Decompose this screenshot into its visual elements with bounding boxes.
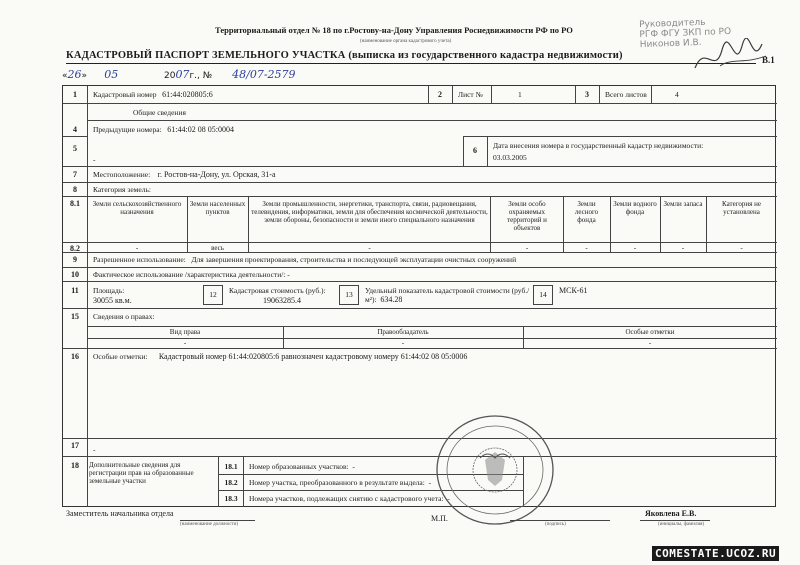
approval-stamp: Руководитель РГФ ФГУ ЗКП по РО Никонов И.В.	[638, 17, 732, 51]
official-seal	[430, 410, 560, 530]
permitted-use: Для завершения проектирования, строительства и последующей эксплуатации очистных сооружений	[191, 255, 517, 264]
document-number: 48/07-2579	[232, 68, 296, 81]
cadastral-value: 19063285.4	[263, 296, 301, 305]
previous-numbers: 61:44:02 08 05:0004	[167, 125, 234, 134]
total-sheets: 4	[675, 90, 679, 99]
department-caption: (наименование органа кадастрового учета)	[360, 39, 452, 44]
signer-position-caption: (наименование должности)	[180, 522, 239, 527]
category-industry: Земли промышленности, энергетики, транспорта, связи, радиовещания, телевидения, информатики, земли для обеспечения космической деятельности, земли обороны, безопасности и земли иного специального назначения	[251, 200, 488, 224]
department-name: Территориальный отдел № 18 по г.Ростову-на-Дону Управления Роснедвижимости РФ по РО	[215, 25, 573, 35]
date-year: 07	[175, 68, 190, 81]
area-value: 30055 кв.м.	[93, 296, 132, 305]
signer-position: Заместитель начальника отдела	[66, 509, 174, 518]
site-watermark: COMESTATE.UCOZ.RU	[652, 546, 779, 561]
category-reserve: Земли запаса	[663, 200, 703, 208]
signer-name-caption: (инициалы, фамилия)	[658, 522, 705, 527]
category-not-set: Категория не установлена	[722, 200, 761, 216]
form-code: В.1	[762, 55, 775, 65]
signature-caption: (подпись)	[545, 522, 566, 527]
date-line: «26» 05 2007г., № 48/07-2579	[62, 68, 296, 81]
seal-place: М.П.	[431, 514, 448, 523]
category-protected: Земли особо охраняемых территорий и объектов	[507, 200, 547, 232]
location: г. Ростов-на-Дону, ул. Орская, 31-а	[157, 170, 276, 179]
document-title: КАДАСТРОВЫЙ ПАСПОРТ ЗЕМЕЛЬНОГО УЧАСТКА (выписка из государственного кадастра недвижимости)	[66, 50, 623, 61]
sheet-number: 1	[518, 90, 522, 99]
handwritten-signature	[690, 38, 770, 78]
cadastral-number: 61:44:020805:6	[162, 90, 213, 99]
registration-date: 03.03.2005	[493, 153, 527, 162]
section-general: Общие сведения	[133, 108, 186, 117]
special-notes: Кадастровый номер 61:44:020805:6 равнозначен кадастровому номеру 61:44:02 08 05:0006	[158, 352, 468, 361]
date-month: 05	[104, 68, 119, 81]
form-table: 1 Кадастровый номер 61:44:020805:6 2 Лист № 1 3 Всего листов 4 Общие сведения 4 Предыдущие номера: 61:44:02 08 05:0004 5 - 6 Дата внесения номера в государственный кадастр недвижимости: 03.03.2005 7 Местоположение: г. Ростов-на-Дону, ул. Орская, 31-а 8 Категория земель: 8.1 Земли сельскохозяйственного назначения Земли населенных пунктов Земли промышленности, энергетики, транспорта, связи, радиовещания, телевидения, информатики, земли для обеспечения космической деятельности, земли обороны, безопасности и земли иного специального назначения Земли особо охраняемых территорий и объектов Земли лесного фонда Земли водного фонда Земли запаса Категория не установлена 8.2 - весь - - - - - - 9 Разрешенное использование: Для завершения проектирования, строительства и последующей эксплуатации очистных сооружений 10 Фактическое использование /характеристика деятельности/: - 11 Площадь: 30055 кв.м. 12 Кадастровая стоимость (руб.): 19063285.4 13 Удельный показатель кадастровой стоимости (руб./м²): 634.28 14 МСК-61 15 Сведения о правах: Вид права Правообладатель Особые отметки - - - 16 Особые отметки: Кадастровый номер 61:44:020805:6 равнозначен кадастровому номеру 61:44:02 08 05:0006 17 - 18 Дополнительные сведения для регистрации прав на образованные земельные участки 18.1 Номер образованных участков: - 18.2 Номер участка, преобразованного в результате выдела: - 18.3 Номера участков, подлежащих снятию с кадастрового учета: -	[62, 85, 776, 507]
coordinate-system: МСК-61	[559, 286, 588, 295]
signer-name: Яковлева Е.В.	[645, 509, 697, 518]
category-water: Земли водного фонда	[613, 200, 657, 216]
category-agricultural: Земли сельскохозяйственного назначения	[92, 200, 182, 216]
category-value-settlements: весь	[211, 244, 224, 252]
category-settlements: Земли населенных пунктов	[189, 200, 246, 216]
category-forest: Земли лесного фонда	[574, 200, 599, 224]
date-day: 26	[67, 68, 82, 81]
unit-cadastral-value: 634.28	[380, 295, 403, 304]
